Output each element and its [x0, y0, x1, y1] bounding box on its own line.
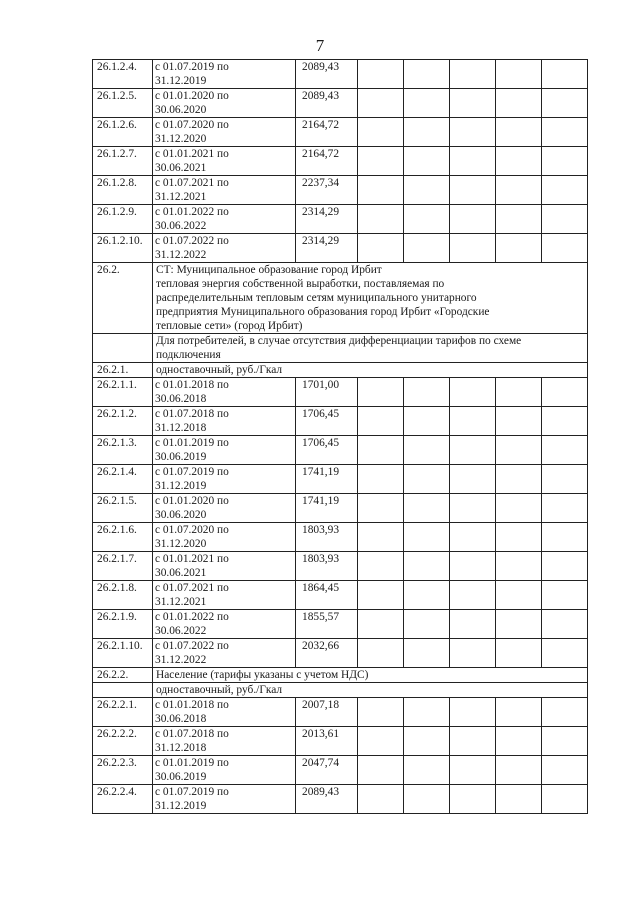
period-start: с 01.01.2019 по [155, 757, 229, 769]
empty-cell [496, 756, 542, 785]
section-row [93, 263, 588, 334]
period-end: 31.12.2020 [155, 133, 207, 145]
empty-cell [450, 60, 496, 89]
row-number: 26.2.1.4. [93, 465, 153, 494]
validity-period [153, 581, 296, 610]
period-end: 31.12.2019 [155, 480, 207, 492]
empty-cell [542, 89, 588, 118]
tariff-row [93, 89, 588, 118]
period-end: 31.12.2018 [155, 422, 207, 434]
empty-cell [404, 407, 450, 436]
validity-period [153, 465, 296, 494]
empty-cell [496, 610, 542, 639]
tariff-row [93, 436, 588, 465]
empty-cell [450, 523, 496, 552]
empty-cell [542, 234, 588, 263]
empty-cell [358, 756, 404, 785]
tariff-table-body [93, 60, 588, 814]
empty-cell [496, 234, 542, 263]
row-number: 26.2.2.2. [93, 727, 153, 756]
row-number: 26.1.2.4. [93, 60, 153, 89]
empty-cell [450, 147, 496, 176]
empty-cell [542, 523, 588, 552]
row-number: 26.1.2.7. [93, 147, 153, 176]
empty-cell [450, 785, 496, 814]
empty-cell [450, 407, 496, 436]
empty-cell [358, 494, 404, 523]
tariff-value: 1741,19 [296, 465, 358, 494]
period-end: 31.12.2018 [155, 742, 207, 754]
validity-period [153, 407, 296, 436]
empty-cell [542, 785, 588, 814]
period-start: с 01.01.2022 по [155, 206, 229, 218]
empty-cell [404, 523, 450, 552]
row-number: 26.2.1.1. [93, 378, 153, 407]
empty-number-cell [93, 683, 153, 698]
subsection-heading-row [93, 668, 588, 683]
empty-cell [450, 639, 496, 668]
row-number: 26.2.1.3. [93, 436, 153, 465]
tariff-value: 1741,19 [296, 494, 358, 523]
row-number: 26.2.1.8. [93, 581, 153, 610]
row-number: 26.2.1.6. [93, 523, 153, 552]
tariff-row [93, 60, 588, 89]
tariff-value: 2164,72 [296, 118, 358, 147]
tariff-row [93, 581, 588, 610]
tariff-row [93, 639, 588, 668]
period-start: с 01.07.2018 по [155, 728, 229, 740]
validity-period [153, 118, 296, 147]
empty-cell [358, 552, 404, 581]
empty-cell [496, 581, 542, 610]
empty-cell [404, 727, 450, 756]
period-start: с 01.07.2021 по [155, 582, 229, 594]
empty-cell [450, 581, 496, 610]
empty-cell [450, 234, 496, 263]
period-end: 30.06.2021 [155, 567, 207, 579]
period-end: 31.12.2021 [155, 191, 207, 203]
tariff-row [93, 698, 588, 727]
row-number: 26.2.1.7. [93, 552, 153, 581]
tariff-value: 1706,45 [296, 407, 358, 436]
consumer-note [153, 334, 588, 363]
empty-cell [450, 756, 496, 785]
empty-cell [450, 118, 496, 147]
empty-cell [450, 465, 496, 494]
empty-cell [450, 205, 496, 234]
empty-cell [496, 494, 542, 523]
page-number: 7 [315, 36, 325, 55]
empty-cell [404, 60, 450, 89]
tariff-value: 1706,45 [296, 436, 358, 465]
section-line: распределительным тепловым сетям муниципального унитарного [156, 292, 477, 304]
tariff-value: 1803,93 [296, 552, 358, 581]
validity-period [153, 785, 296, 814]
tariff-value: 2013,61 [296, 727, 358, 756]
empty-cell [404, 436, 450, 465]
empty-cell [496, 89, 542, 118]
empty-cell [542, 552, 588, 581]
period-end: 31.12.2019 [155, 800, 207, 812]
empty-cell [542, 698, 588, 727]
period-end: 31.12.2022 [155, 249, 207, 261]
period-end: 30.06.2019 [155, 451, 207, 463]
empty-cell [358, 407, 404, 436]
tariff-type-row [93, 683, 588, 698]
empty-cell [404, 176, 450, 205]
tariff-value: 2237,34 [296, 176, 358, 205]
period-start: с 01.07.2018 по [155, 408, 229, 420]
period-end: 31.12.2022 [155, 654, 207, 666]
empty-cell [450, 378, 496, 407]
period-end: 30.06.2021 [155, 162, 207, 174]
note-row [93, 334, 588, 363]
period-start: с 01.01.2020 по [155, 495, 229, 507]
empty-cell [496, 639, 542, 668]
empty-cell [542, 581, 588, 610]
empty-cell [358, 436, 404, 465]
period-end: 30.06.2020 [155, 509, 207, 521]
empty-cell [496, 436, 542, 465]
empty-cell [542, 610, 588, 639]
empty-cell [358, 639, 404, 668]
empty-cell [542, 465, 588, 494]
section-line: тепловая энергия собственной выработки, поставляемая по [156, 278, 445, 290]
empty-cell [358, 89, 404, 118]
empty-cell [450, 552, 496, 581]
empty-cell [358, 205, 404, 234]
tariff-row [93, 552, 588, 581]
validity-period [153, 727, 296, 756]
empty-cell [450, 610, 496, 639]
empty-cell [404, 118, 450, 147]
period-start: с 01.01.2022 по [155, 611, 229, 623]
tariff-row [93, 785, 588, 814]
empty-cell [358, 698, 404, 727]
validity-period [153, 523, 296, 552]
empty-cell [496, 698, 542, 727]
empty-cell [358, 378, 404, 407]
empty-cell [404, 465, 450, 494]
empty-cell [542, 436, 588, 465]
empty-cell [542, 378, 588, 407]
empty-cell [404, 147, 450, 176]
period-start: с 01.07.2019 по [155, 61, 229, 73]
period-start: с 01.01.2018 по [155, 379, 229, 391]
empty-cell [496, 60, 542, 89]
empty-cell [358, 465, 404, 494]
period-start: с 01.07.2019 по [155, 466, 229, 478]
empty-cell [358, 727, 404, 756]
tariff-row [93, 727, 588, 756]
empty-cell [404, 785, 450, 814]
period-end: 30.06.2020 [155, 104, 207, 116]
empty-cell [542, 118, 588, 147]
empty-cell [450, 727, 496, 756]
empty-cell [496, 523, 542, 552]
validity-period [153, 89, 296, 118]
period-end: 30.06.2018 [155, 713, 207, 725]
empty-cell [542, 60, 588, 89]
period-end: 30.06.2018 [155, 393, 207, 405]
empty-cell [404, 581, 450, 610]
row-number: 26.2.1.9. [93, 610, 153, 639]
tariff-value: 2314,29 [296, 205, 358, 234]
period-end: 31.12.2021 [155, 596, 207, 608]
subsection-title: одноставочный, руб./Гкал [153, 363, 588, 378]
empty-cell [404, 552, 450, 581]
row-number: 26.2.2.1. [93, 698, 153, 727]
row-number: 26.1.2.9. [93, 205, 153, 234]
section-number: 26.2. [93, 263, 153, 334]
empty-cell [404, 639, 450, 668]
empty-cell [358, 581, 404, 610]
empty-cell [496, 465, 542, 494]
period-end: 30.06.2022 [155, 220, 207, 232]
empty-cell [542, 176, 588, 205]
empty-cell [496, 378, 542, 407]
tariff-row [93, 523, 588, 552]
validity-period [153, 756, 296, 785]
empty-cell [404, 234, 450, 263]
row-number: 26.2.1.2. [93, 407, 153, 436]
empty-cell [358, 176, 404, 205]
empty-cell [496, 552, 542, 581]
period-start: с 01.07.2020 по [155, 119, 229, 131]
period-start: с 01.07.2020 по [155, 524, 229, 536]
empty-cell [358, 610, 404, 639]
empty-cell [404, 698, 450, 727]
empty-cell [450, 89, 496, 118]
validity-period [153, 698, 296, 727]
period-start: с 01.01.2019 по [155, 437, 229, 449]
empty-cell [542, 407, 588, 436]
row-number: 26.1.2.8. [93, 176, 153, 205]
validity-period [153, 552, 296, 581]
validity-period [153, 378, 296, 407]
subsection-number: 26.2.1. [93, 363, 153, 378]
period-end: 30.06.2022 [155, 625, 207, 637]
subsection-number: 26.2.2. [93, 668, 153, 683]
row-number: 26.2.2.4. [93, 785, 153, 814]
period-start: с 01.07.2021 по [155, 177, 229, 189]
tariff-value: 2089,43 [296, 785, 358, 814]
tariff-value: 1864,45 [296, 581, 358, 610]
period-start: с 01.01.2020 по [155, 90, 229, 102]
tariff-value: 1701,00 [296, 378, 358, 407]
empty-cell [358, 234, 404, 263]
tariff-row [93, 378, 588, 407]
empty-cell [404, 378, 450, 407]
tariff-row [93, 610, 588, 639]
empty-cell [358, 147, 404, 176]
tariff-row [93, 205, 588, 234]
tariff-value: 2089,43 [296, 89, 358, 118]
empty-cell [404, 610, 450, 639]
empty-cell [404, 205, 450, 234]
tariff-row [93, 147, 588, 176]
tariff-value: 2089,43 [296, 60, 358, 89]
validity-period [153, 60, 296, 89]
note-line: подключения [156, 349, 221, 361]
tariff-row [93, 234, 588, 263]
period-start: с 01.07.2022 по [155, 235, 229, 247]
empty-cell [542, 727, 588, 756]
empty-cell [358, 785, 404, 814]
period-end: 31.12.2020 [155, 538, 207, 550]
validity-period [153, 639, 296, 668]
validity-period [153, 147, 296, 176]
tariff-value: 2164,72 [296, 147, 358, 176]
tariff-row [93, 465, 588, 494]
tariff-table [92, 59, 588, 814]
empty-cell [496, 785, 542, 814]
empty-cell [496, 727, 542, 756]
empty-cell [542, 494, 588, 523]
empty-cell [358, 523, 404, 552]
empty-cell [542, 639, 588, 668]
tariff-row [93, 494, 588, 523]
period-start: с 01.01.2021 по [155, 148, 229, 160]
row-number: 26.1.2.6. [93, 118, 153, 147]
subsection-title: Население (тарифы указаны с учетом НДС) [153, 668, 588, 683]
empty-cell [450, 176, 496, 205]
tariff-row [93, 756, 588, 785]
tariff-type: одноставочный, руб./Гкал [153, 683, 588, 698]
empty-cell [450, 494, 496, 523]
validity-period [153, 176, 296, 205]
empty-cell [496, 118, 542, 147]
note-line: Для потребителей, в случае отсутствия дифференциации тарифов по схеме [156, 335, 522, 347]
period-end: 31.12.2019 [155, 75, 207, 87]
tariff-value: 2047,74 [296, 756, 358, 785]
row-number: 26.2.1.10. [93, 639, 153, 668]
validity-period [153, 494, 296, 523]
empty-cell [404, 756, 450, 785]
tariff-value: 2314,29 [296, 234, 358, 263]
tariff-row [93, 118, 588, 147]
empty-cell [450, 698, 496, 727]
empty-cell [404, 494, 450, 523]
subsection-heading-row [93, 363, 588, 378]
tariff-value: 2032,66 [296, 639, 358, 668]
period-start: с 01.01.2018 по [155, 699, 229, 711]
empty-cell [496, 176, 542, 205]
section-description [153, 263, 588, 334]
section-line: тепловые сети» (город Ирбит) [156, 320, 303, 332]
empty-cell [404, 89, 450, 118]
tariff-value: 1803,93 [296, 523, 358, 552]
tariff-row [93, 407, 588, 436]
empty-cell [542, 205, 588, 234]
period-start: с 01.07.2022 по [155, 640, 229, 652]
empty-cell [496, 407, 542, 436]
empty-cell [542, 756, 588, 785]
validity-period [153, 234, 296, 263]
section-line: предприятия Муниципального образования город Ирбит «Городские [156, 306, 490, 318]
row-number: 26.1.2.5. [93, 89, 153, 118]
tariff-row [93, 176, 588, 205]
row-number: 26.2.2.3. [93, 756, 153, 785]
empty-cell [496, 147, 542, 176]
empty-cell [496, 205, 542, 234]
row-number: 26.2.1.5. [93, 494, 153, 523]
validity-period [153, 436, 296, 465]
validity-period [153, 610, 296, 639]
row-number: 26.1.2.10. [93, 234, 153, 263]
empty-cell [450, 436, 496, 465]
tariff-value: 1855,57 [296, 610, 358, 639]
validity-period [153, 205, 296, 234]
empty-cell [358, 60, 404, 89]
empty-cell [542, 147, 588, 176]
period-start: с 01.07.2019 по [155, 786, 229, 798]
empty-cell [358, 118, 404, 147]
period-start: с 01.01.2021 по [155, 553, 229, 565]
section-line: СТ: Муниципальное образование город Ирбит [156, 264, 382, 276]
tariff-value: 2007,18 [296, 698, 358, 727]
empty-number-cell [93, 334, 153, 363]
period-end: 30.06.2019 [155, 771, 207, 783]
